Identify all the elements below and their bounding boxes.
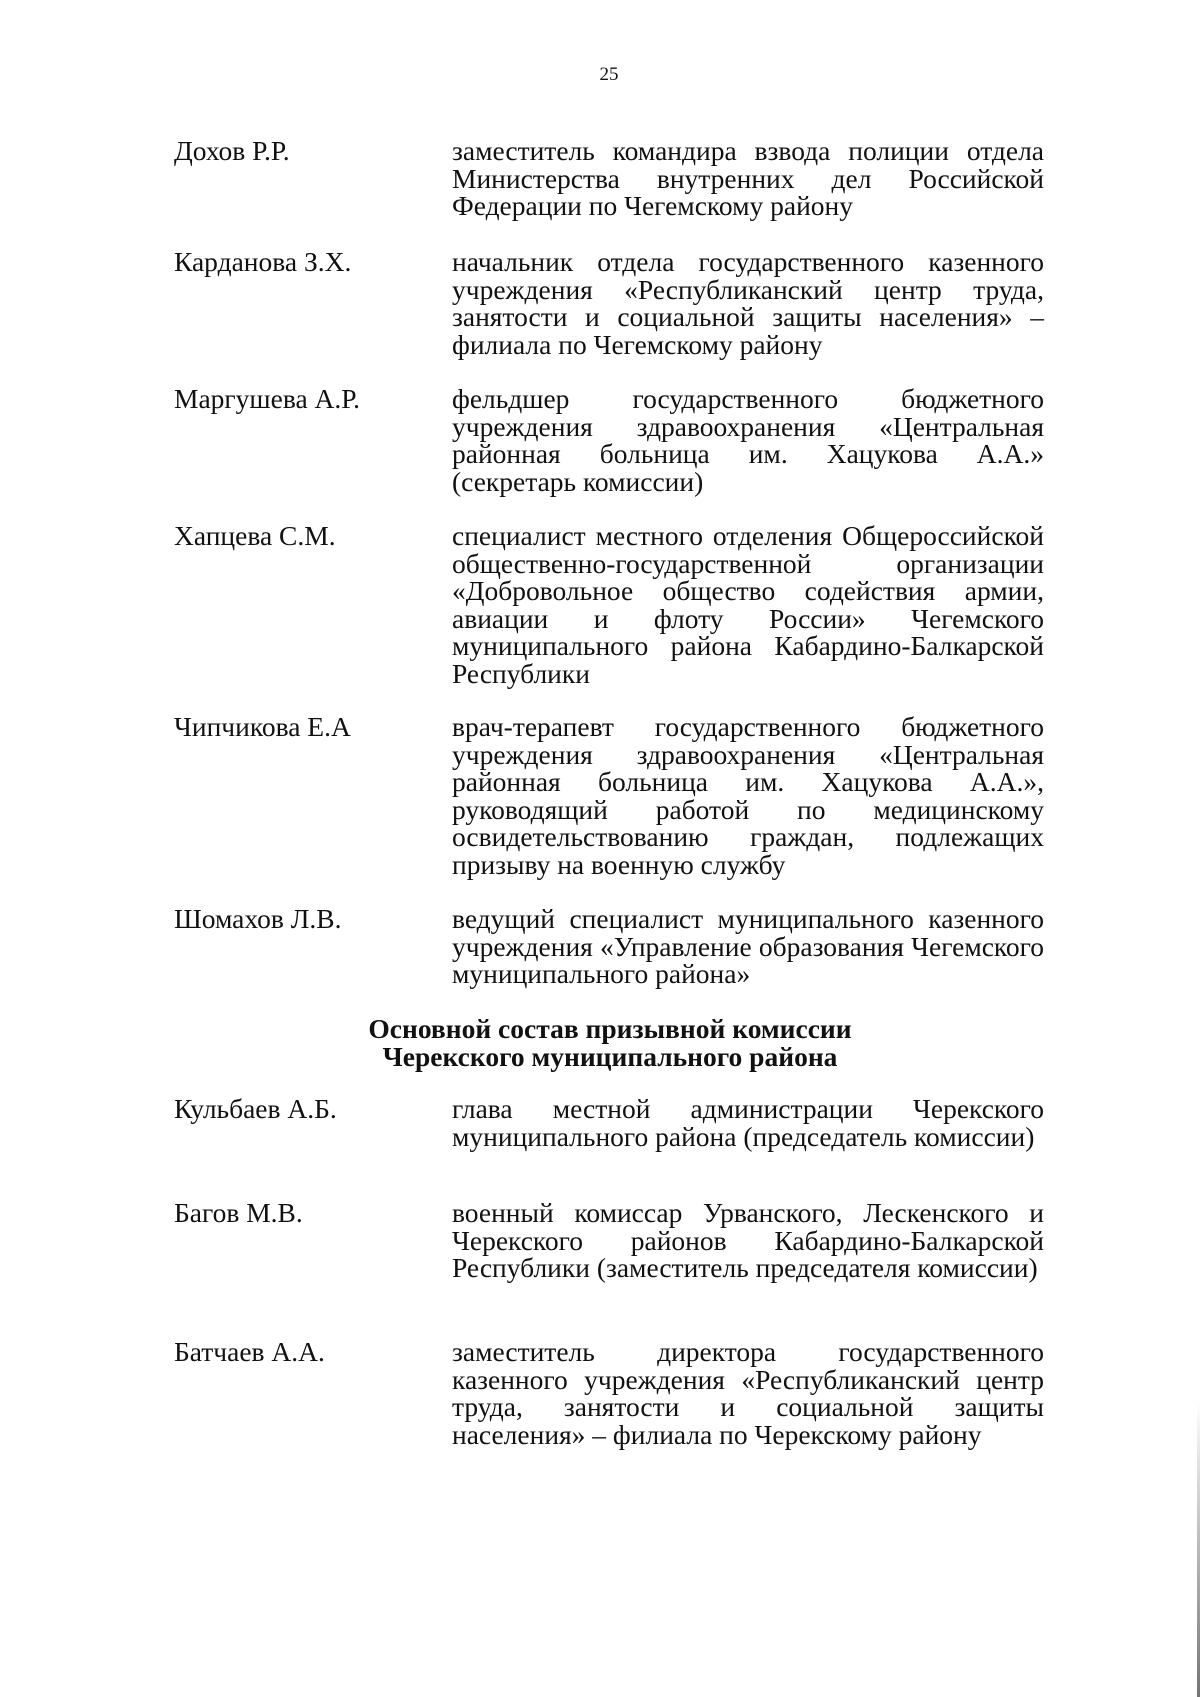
member-role: военный комиссар Урванского, Лескенского и Черекского районов Кабардино-Балкарской Республики (заместитель председателя комиссии) (452, 1197, 1044, 1283)
member-name: Батчаев А.А. (174, 1336, 325, 1367)
member-role: глава местной администрации Черекского муниципального района (председатель комиссии) (452, 1093, 1044, 1152)
section-heading-line: Основной состав призывной комиссии (368, 1013, 852, 1044)
member-name: Шомахов Л.В. (174, 903, 342, 934)
member-role: начальник отдела государственного казенного учреждения «Республиканский центр труда, занятости и социальной защиты населения» – филиала по Чегемскому району (452, 246, 1044, 360)
member-name: Карданова З.Х. (174, 246, 352, 277)
member-name: Дохов Р.Р. (174, 135, 290, 166)
section-heading-line: Черекского муниципального района (382, 1041, 838, 1072)
member-role: заместитель директора государственного казенного учреждения «Республиканский центр труда, занятости и социальной защиты населения» – филиала по Черекскому району (452, 1336, 1044, 1450)
member-role: заместитель командира взвода полиции отдела Министерства внутренних дел Российской Федерации по Чегемскому району (452, 135, 1044, 221)
page-number: 25 (599, 64, 619, 85)
member-name: Чипчикова Е.А (174, 711, 351, 742)
member-name: Маргушева А.Р. (174, 383, 360, 414)
member-role: ведущий специалист муниципального казенного учреждения «Управление образования Чегемского муниципального района» (452, 903, 1044, 989)
member-name: Хапцева С.М. (174, 520, 336, 551)
member-role: специалист местного отделения Общероссийской общественно-государственной организации «Добровольное общество содействия армии, авиации и флоту России» Чегемского муниципального района Кабардино-Балкарской Республики (452, 520, 1044, 689)
member-role: фельдшер государственного бюджетного учреждения здравоохранения «Центральная районная больница им. Хацукова А.А.» (секретарь комиссии) (452, 383, 1044, 497)
member-name: Кульбаев А.Б. (174, 1093, 337, 1124)
member-role: врач-терапевт государственного бюджетного учреждения здравоохранения «Центральная районная больница им. Хацукова А.А.», руководящий работой по медицинскому освидетельствованию граждан, подлежащих призыву на военную службу (452, 711, 1044, 880)
section-heading (174, 1015, 1046, 1071)
member-name: Багов М.В. (174, 1197, 303, 1228)
